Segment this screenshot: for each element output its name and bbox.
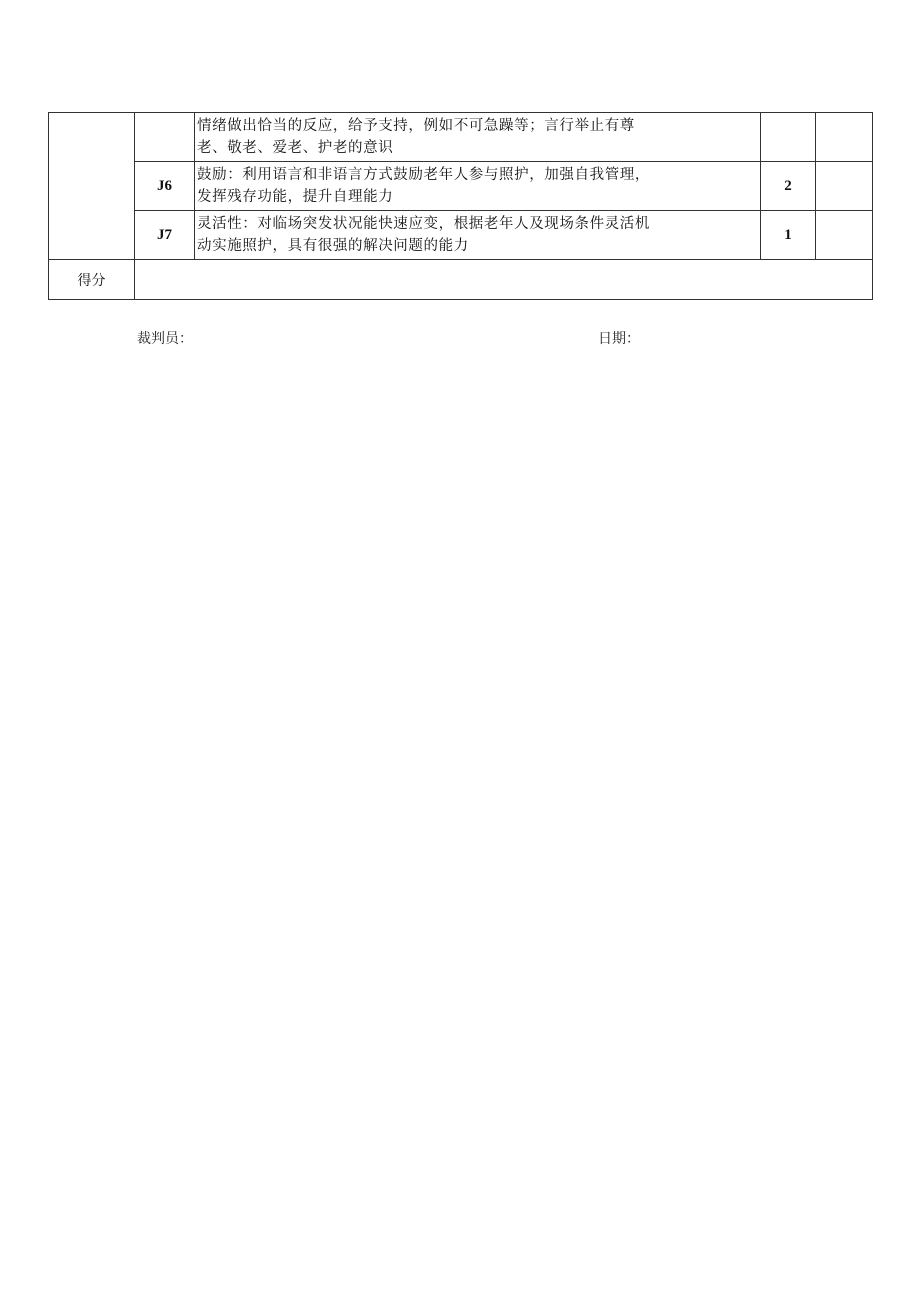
scoring-table [48,112,873,300]
item-code [135,113,195,162]
item-points [761,113,816,162]
item-points: 1 [761,211,816,260]
table-row [49,162,873,211]
item-score-cell [816,162,873,211]
date-label: 日期： [598,331,640,347]
item-score-cell [816,113,873,162]
total-label: 得分 [49,260,135,300]
item-code: J7 [135,211,195,260]
item-score-cell [816,211,873,260]
category-cell [49,113,135,260]
total-score-cell [135,260,873,300]
item-code: J6 [135,162,195,211]
item-description: 灵活性：对临场突发状况能快速应变，根据老年人及现场条件灵活机 动实施照护，具有很强的解决问题的能力 [195,211,761,260]
item-description: 情绪做出恰当的反应，给予支持，例如不可急躁等；言行举止有尊 老、敬老、爱老、护老的意识 [195,113,761,162]
item-points: 2 [761,162,816,211]
table-row [49,211,873,260]
referee-label: 裁判员： [137,331,193,347]
item-description: 鼓励：利用语言和非语言方式鼓励老年人参与照护，加强自我管理， 发挥残存功能，提升自理能力 [195,162,761,211]
table-row [49,113,873,162]
total-row [49,260,873,300]
